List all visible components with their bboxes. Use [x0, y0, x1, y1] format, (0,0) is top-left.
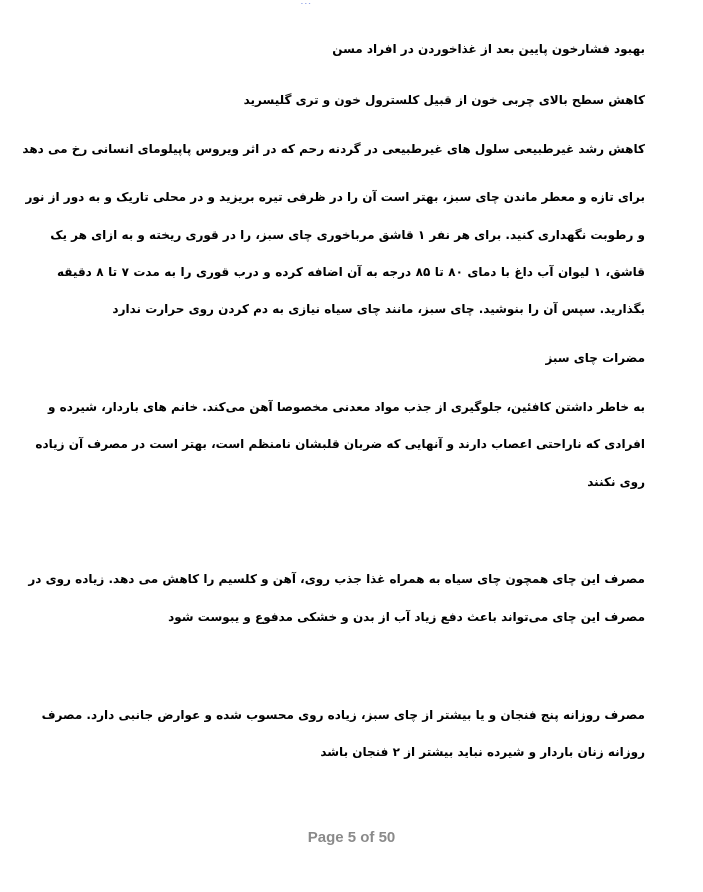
text-line: بهبود فشارخون پایین بعد از غذاخوردن در افراد مسن: [332, 42, 645, 56]
text-line: مصرف این چای می‌تواند باعث دفع زیاد آب از بدن و خشکی مدفوع و یبوست شود: [168, 610, 645, 624]
header-link-fragment[interactable]: [300, 0, 410, 4]
text-line: روی نکنند: [587, 475, 645, 489]
text-line: برای تازه و معطر ماندن چای سبز، بهتر است آن را در ظرفی تیره بریزید و در محلی تاریک و به دور از نور: [25, 190, 645, 204]
text-line: افرادی که ناراحتی اعصاب دارند و آنهایی که ضربان قلبشان نامنظم است، بهتر است در مصرف آن زیاده: [35, 437, 645, 451]
section-heading: مضرات چای سبز: [545, 351, 645, 365]
text-line: بگذارید. سپس آن را بنوشید. چای سبز، مانند چای سیاه نیازی به دم کردن روی حرارت ندارد: [112, 302, 645, 316]
header-link-text[interactable]: [300, 0, 410, 4]
text-line: کاهش رشد غیرطبیعی سلول های غیرطبیعی در گردنه رحم که در اثر ویروس پاپیلومای انسانی رخ می دهد: [22, 142, 645, 156]
text-line: به خاطر داشتن کافئین، جلوگیری از جذب مواد معدنی مخصوصا آهن می‌کند. خانم های باردار، شیرده و: [47, 400, 645, 414]
text-line: و رطوبت نگهداری کنید. برای هر نفر ۱ قاشق مرباخوری چای سبز، را در قوری ریخته و به ازای هر یک: [50, 228, 645, 242]
text-line: مصرف این چای همچون چای سیاه به همراه غذا جذب روی، آهن و کلسیم را کاهش می دهد. زیاده روی در: [28, 572, 645, 586]
text-line: قاشق، ۱ لیوان آب داغ با دمای ۸۰ تا ۸۵ درجه به آن اضافه کرده و درب قوری را به مدت ۷ تا ۸ دقیقه: [57, 265, 646, 279]
page-number-footer: Page 5 of 50: [307, 829, 396, 846]
text-line: روزانه زنان باردار و شیرده نباید بیشتر از ۲ فنجان باشد: [320, 745, 645, 759]
text-line: مصرف روزانه پنج فنجان و یا بیشتر از چای سبز، زیاده روی محسوب شده و عوارض جانبی دارد. مصرف: [41, 708, 645, 722]
text-line: کاهش سطح بالای چربی خون از قبیل کلسترول خون و تری گلیسرید: [243, 93, 645, 107]
